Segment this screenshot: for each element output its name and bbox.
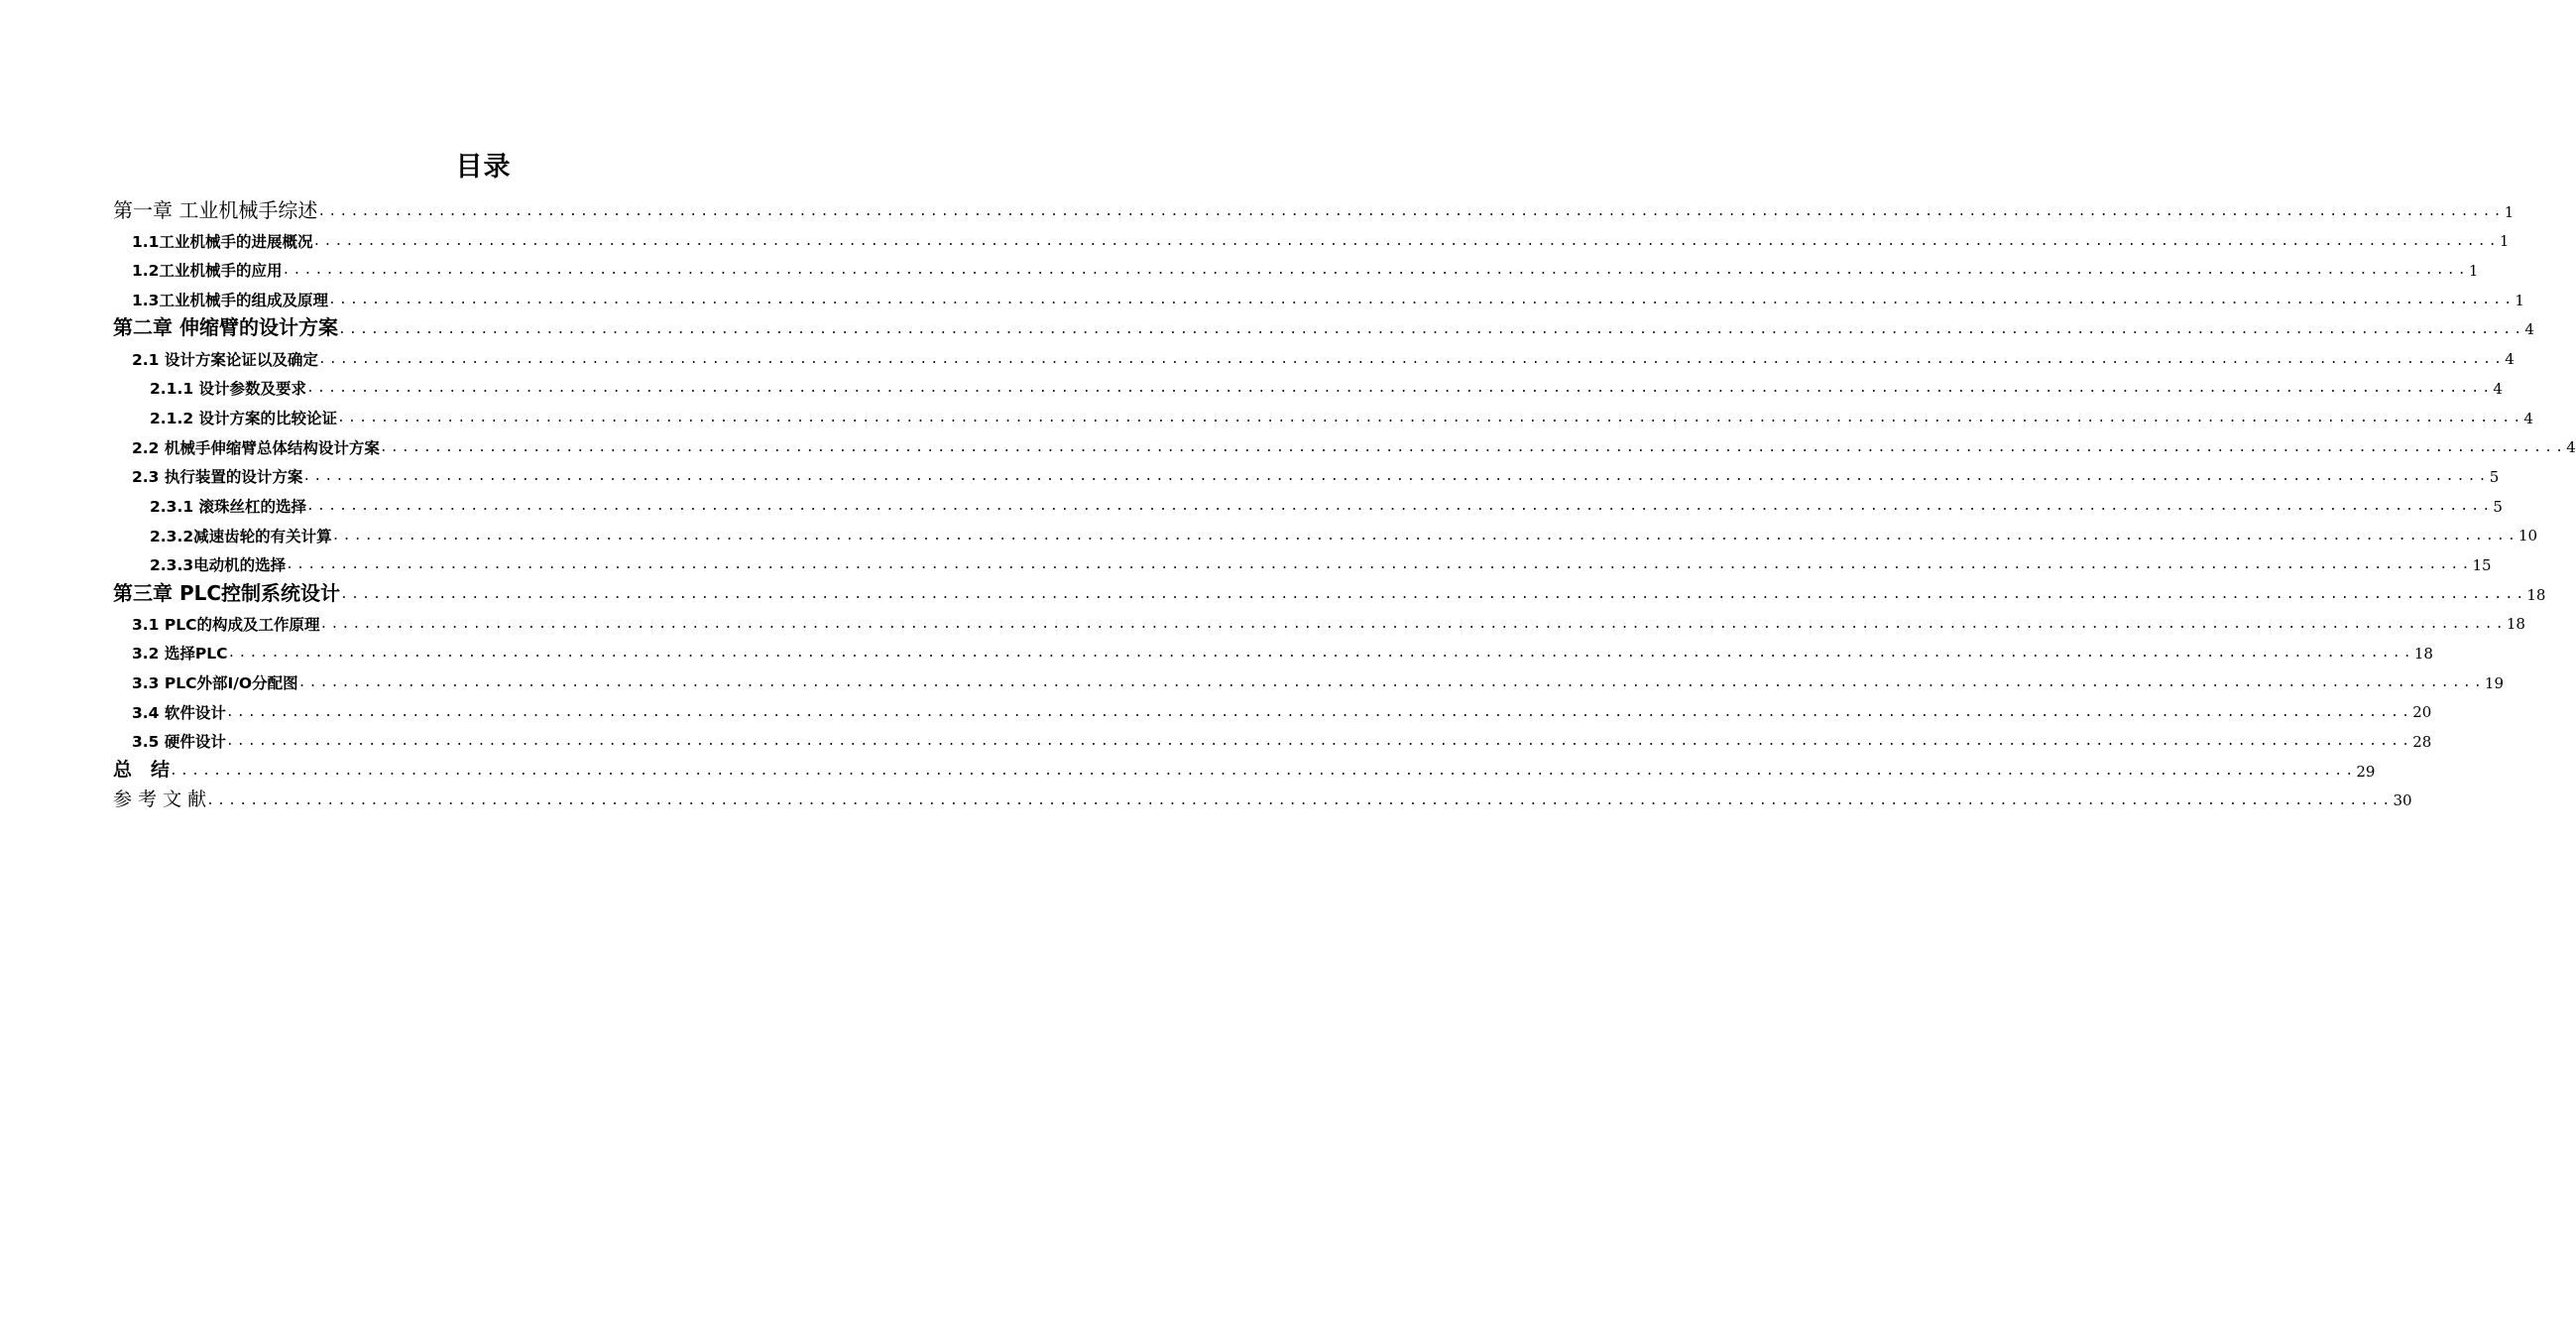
toc-dot-leader: ........................................................................................................................................................................................................ (225, 734, 2413, 750)
toc-entry[interactable] (113, 693, 2432, 723)
toc-entry-page-number: 1 (2468, 262, 2479, 281)
toc-entry-title: 3.4 软件设计 (132, 703, 226, 722)
toc-dot-leader: ........................................................................................................................................................................................................ (327, 293, 2516, 308)
toc-title: 目录 (455, 152, 512, 182)
toc-entry[interactable] (113, 517, 2538, 546)
toc-entry-title: 1.3工业机械手的组成及原理 (132, 292, 328, 310)
toc-entry[interactable] (113, 192, 2515, 222)
toc-entry-title: 第三章 PLC控制系统设计 (113, 580, 341, 605)
toc-entry-title: 3.2 选择PLC (132, 645, 228, 664)
toc-entry[interactable] (113, 281, 2524, 310)
toc-dot-leader: ........................................................................................................................................................................................................ (317, 204, 2505, 220)
toc-dot-leader: ........................................................................................................................................................................................................ (302, 469, 2490, 485)
toc-entry-title: 2.3.3电动机的选择 (150, 556, 287, 575)
toc-entry-title: 2.3 执行装置的设计方案 (132, 468, 303, 487)
toc-entry-title: 1.1工业机械手的进展概况 (132, 232, 313, 251)
toc-entry-page-number: 1 (2515, 291, 2524, 309)
toc-entry-page-number: 4 (2524, 320, 2534, 339)
toc-entry-title: 第二章 伸缩臂的设计方案 (113, 315, 338, 340)
toc-entry[interactable] (113, 664, 2505, 693)
toc-entry-page-number: 29 (2356, 762, 2376, 781)
toc-entry-title: 3.3 PLC外部I/O分配图 (132, 674, 298, 693)
toc-entry-page-number: 18 (2413, 645, 2433, 663)
toc-entry-title: 3.1 PLC的构成及工作原理 (132, 615, 320, 634)
toc-dot-leader: ........................................................................................................................................................................................................ (340, 587, 2527, 603)
toc-dot-leader: ........................................................................................................................................................................................................ (206, 792, 2394, 808)
toc-dot-leader: ........................................................................................................................................................................................................ (170, 764, 2357, 780)
toc-entry[interactable] (113, 428, 2576, 458)
toc-entry-title: 2.1.1 设计参数及要求 (150, 380, 307, 399)
toc-entry[interactable] (113, 634, 2433, 664)
toc-entry-page-number: 15 (2472, 555, 2492, 574)
toc-entry-page-number: 10 (2517, 527, 2538, 545)
toc-entry[interactable] (113, 605, 2525, 635)
toc-entry[interactable] (113, 339, 2515, 369)
toc-entry[interactable] (113, 310, 2534, 340)
toc-entry[interactable] (113, 251, 2479, 281)
toc-dot-leader: ........................................................................................................................................................................................................ (297, 675, 2485, 691)
toc-entry-page-number: 4 (2505, 350, 2515, 369)
toc-dot-leader: ........................................................................................................................................................................................................ (331, 528, 2518, 544)
toc-entry-title: 总 结 (113, 758, 171, 781)
toc-entry[interactable] (113, 752, 2376, 782)
toc-entry-page-number: 4 (2523, 409, 2533, 427)
toc-entry-title: 1.2工业机械手的应用 (132, 262, 283, 281)
toc-entry-title: 参 考 文 献 (113, 788, 207, 810)
toc-dot-leader: ........................................................................................................................................................................................................ (227, 646, 2414, 662)
toc-dot-leader: ........................................................................................................................................................................................................ (306, 498, 2494, 514)
toc-entry[interactable] (113, 722, 2432, 752)
toc-dot-leader: ........................................................................................................................................................................................................ (379, 439, 2567, 455)
toc-dot-leader: ........................................................................................................................................................................................................ (282, 263, 2469, 279)
toc-entry-title: 2.2 机械手伸缩臂总体结构设计方案 (132, 438, 380, 457)
toc-dot-leader: ........................................................................................................................................................................................................ (337, 410, 2524, 425)
toc-entry-page-number: 19 (2484, 673, 2505, 692)
toc-entry-page-number: 4 (2566, 438, 2576, 457)
toc-entry-title: 2.1.2 设计方案的比较论证 (150, 409, 338, 427)
toc-entry-page-number: 5 (2489, 467, 2500, 486)
toc-entry[interactable] (113, 487, 2503, 517)
toc-entry-page-number: 1 (2504, 202, 2515, 221)
toc-entry[interactable] (113, 545, 2492, 575)
toc-dot-leader: ........................................................................................................................................................................................................ (319, 616, 2507, 632)
table-of-contents (113, 192, 2576, 810)
toc-entry[interactable] (113, 222, 2510, 252)
toc-entry-page-number: 1 (2499, 232, 2510, 251)
toc-entry-title: 第一章 工业机械手综述 (113, 197, 318, 222)
toc-entry-title: 2.3.1 滚珠丝杠的选择 (150, 497, 307, 516)
toc-entry-page-number: 5 (2493, 497, 2503, 516)
toc-entry-page-number: 4 (2493, 379, 2503, 398)
toc-dot-leader: ........................................................................................................................................................................................................ (337, 321, 2525, 337)
toc-entry-page-number: 18 (2506, 615, 2525, 634)
toc-entry[interactable] (113, 575, 2546, 605)
toc-dot-leader: ........................................................................................................................................................................................................ (317, 351, 2506, 367)
toc-dot-leader: ........................................................................................................................................................................................................ (286, 557, 2473, 573)
toc-entry-page-number: 28 (2412, 733, 2432, 752)
toc-entry-page-number: 20 (2412, 703, 2432, 722)
toc-entry-title: 2.1 设计方案论证以及确定 (132, 350, 318, 369)
toc-entry-title: 2.3.2减速齿轮的有关计算 (150, 527, 332, 545)
toc-entry-page-number: 18 (2526, 585, 2546, 604)
toc-entry[interactable] (113, 399, 2533, 428)
toc-entry-title: 3.5 硬件设计 (132, 733, 226, 752)
toc-entry[interactable] (113, 782, 2412, 811)
toc-dot-leader: ........................................................................................................................................................................................................ (306, 381, 2494, 397)
toc-entry[interactable] (113, 369, 2503, 399)
toc-entry[interactable] (113, 457, 2500, 487)
toc-dot-leader: ........................................................................................................................................................................................................ (312, 233, 2500, 249)
toc-dot-leader: ........................................................................................................................................................................................................ (225, 704, 2413, 720)
toc-entry-page-number: 30 (2393, 791, 2412, 810)
